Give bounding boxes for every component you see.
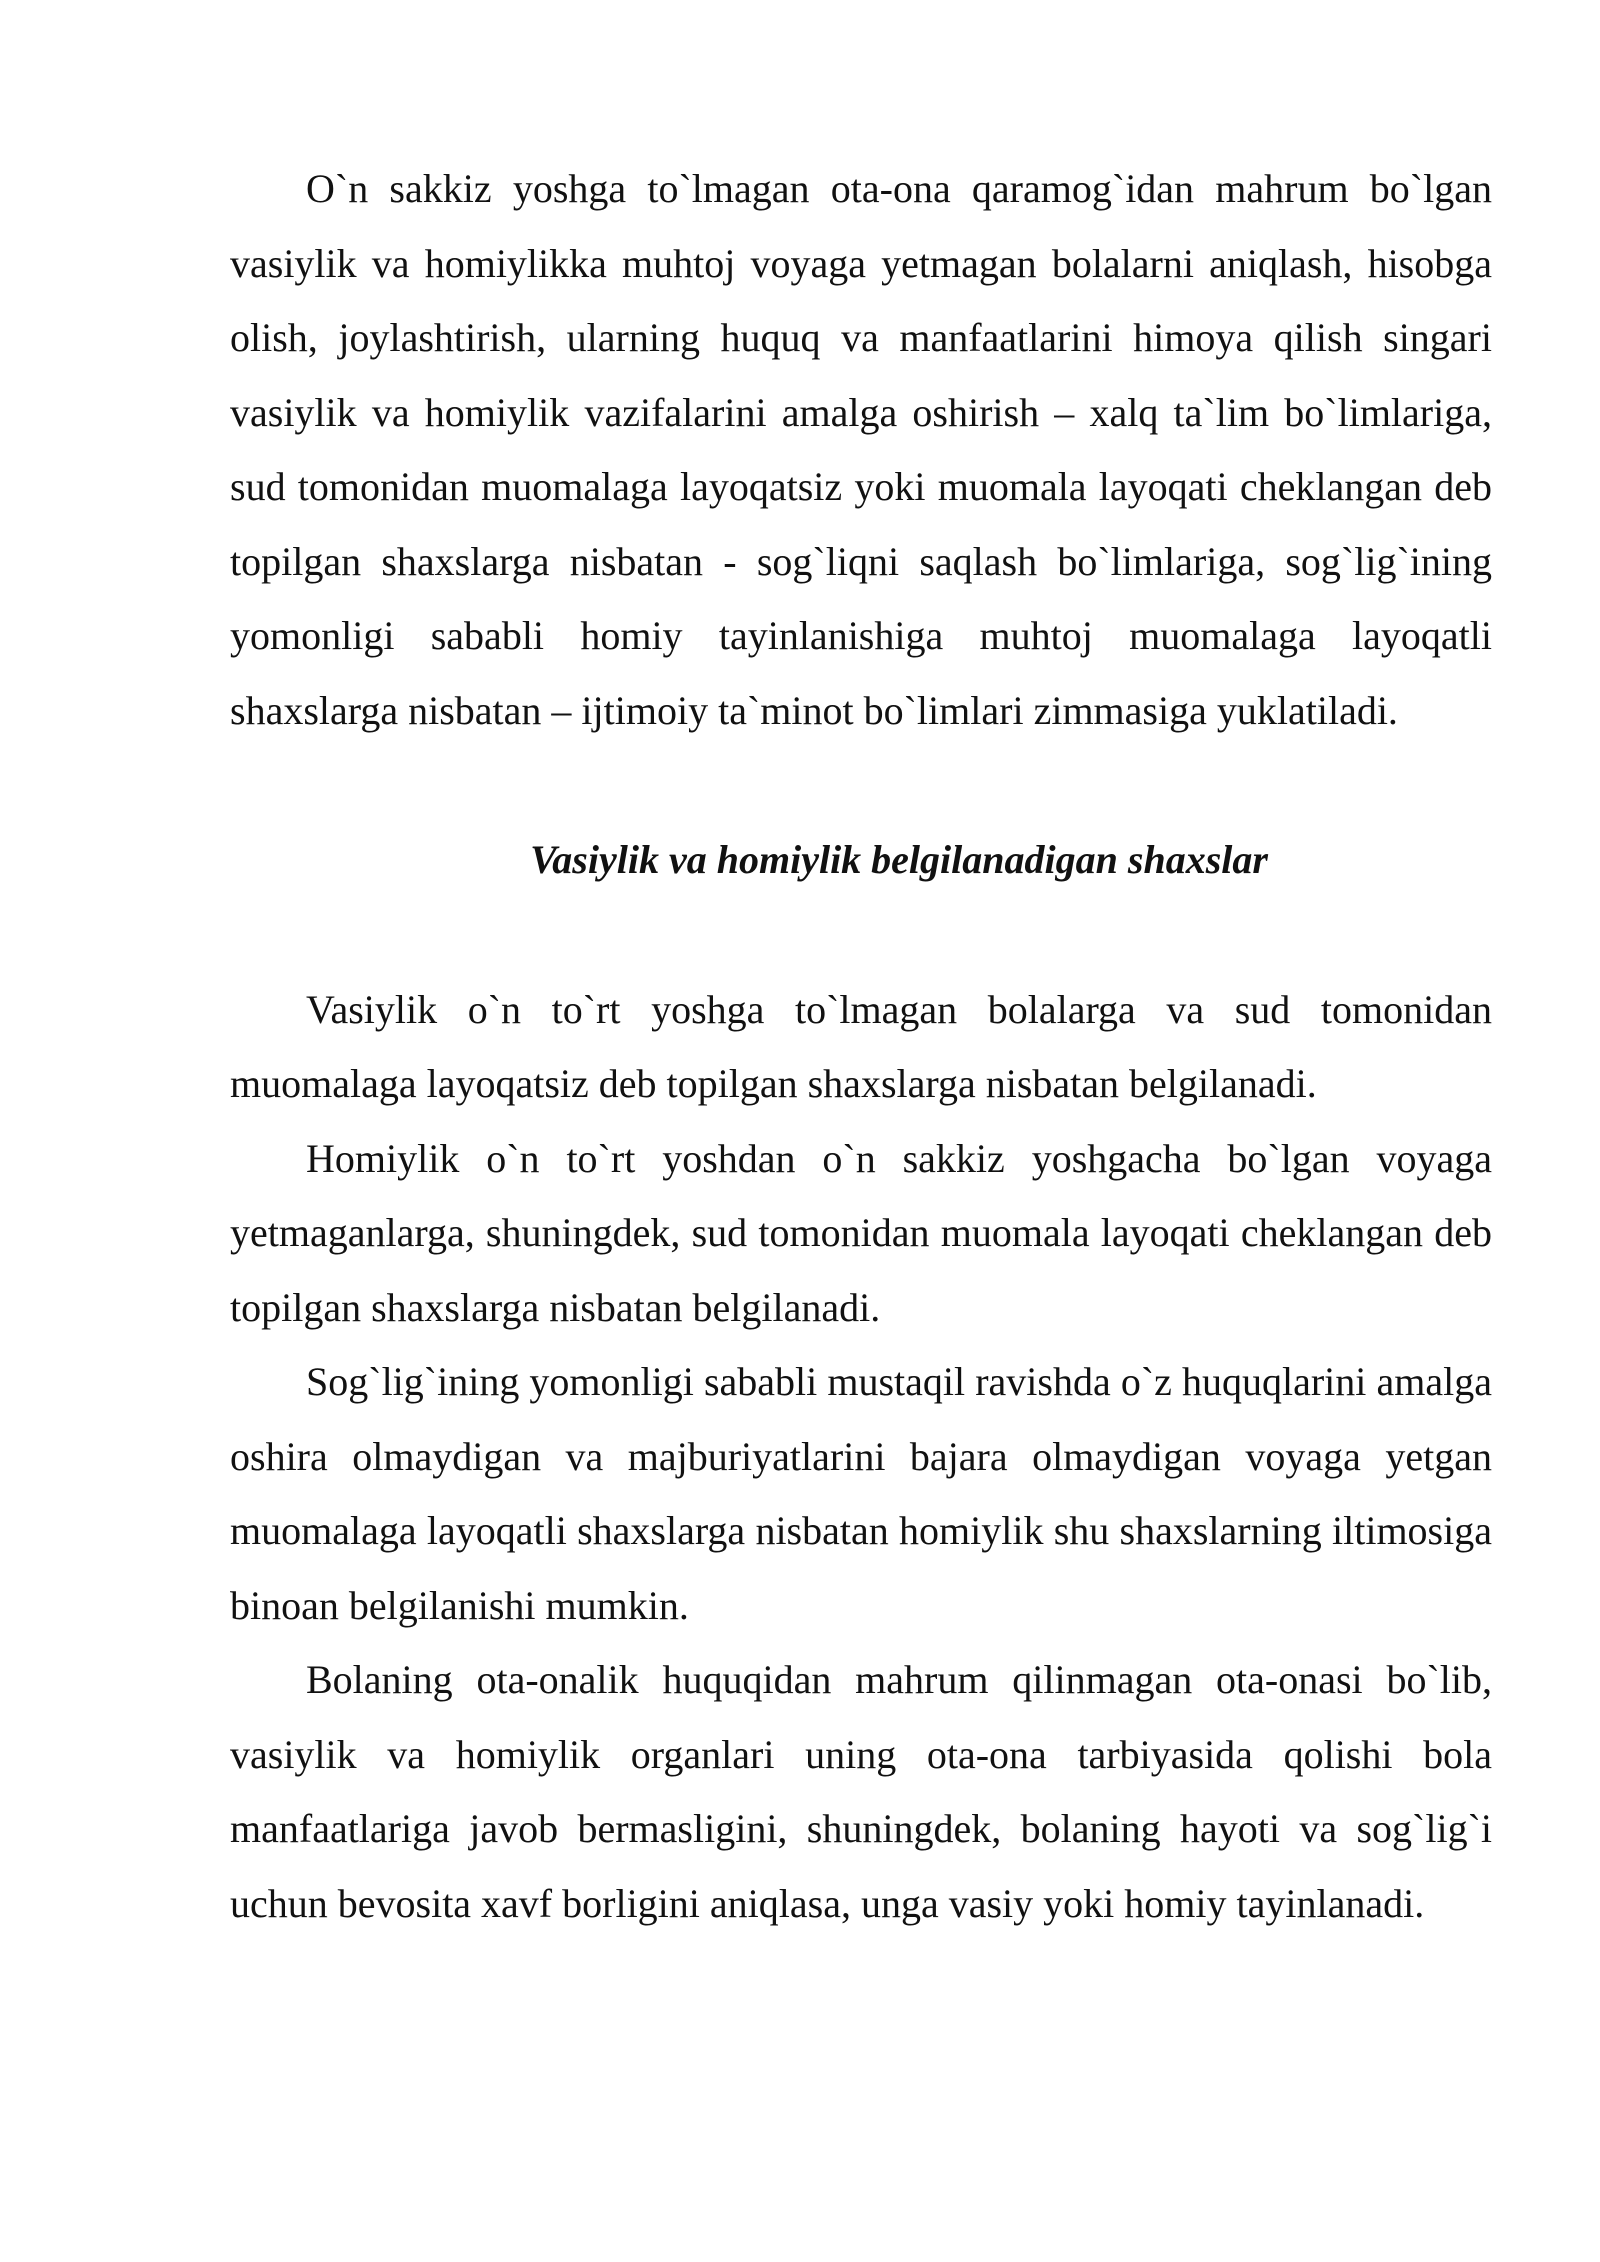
spacer (230, 748, 1492, 823)
paragraph-parental-rights: Bolaning ota-onalik huquqidan mahrum qilinmagan ota-onasi bo`lib, vasiylik va homiylik organlari uning ota-ona tarbiyasida qolishi bola manfaatlariga javob bermasligini, shuningdek, bolaning hayoti va sog`lig`i uchun bevosita xavf borligini aniqlasa, unga vasiy yoki homiy tayinlanadi. (230, 1657, 1492, 1926)
spacer (230, 898, 1492, 973)
paragraph-trusteeship: Homiylik o`n to`rt yoshdan o`n sakkiz yoshgacha bo`lgan voyaga yetmaganlarga, shuningdek, sud tomonidan muomala layoqati cheklangan deb topilgan shaxslarga nisbatan belgilanadi. (230, 1135, 1492, 1330)
paragraph-guardianship-duties: O`n sakkiz yoshga to`lmagan ota-ona qaramog`idan mahrum bo`lgan vasiylik va homiylikka muhtoj voyaga yetmagan bolalarni aniqlash, hisobga olish, joylashtirish, ularning huquq va manfaatlarini himoya qilish singari vasiylik va homiylik vazifalarini amalga oshirish – xalq ta`lim bo`limlariga, sud tomonidan muomalaga layoqatsiz yoki muomala layoqati cheklangan deb topilgan shaxslarga nisbatan - sog`liqni saqlash bo`limlariga, sog`lig`ining yomonligi sababli homiy tayinlanishiga muhtoj muomalaga layoqatli shaxslarga nisbatan – ijtimoiy ta`minot bo`limlari zimmasiga yuklatiladi. (230, 166, 1492, 733)
section-heading: Vasiylik va homiylik belgilanadigan shaxslar (530, 837, 1268, 882)
paragraph-guardianship: Vasiylik o`n to`rt yoshga to`lmagan bolalarga va sud tomonidan muomalaga layoqatsiz deb topilgan shaxslarga nisbatan belgilanadi. (230, 986, 1492, 1106)
document-body (230, 152, 1492, 1941)
paragraph-health-trusteeship: Sog`lig`ining yomonligi sababli mustaqil ravishda o`z huquqlarini amalga oshira olmaydigan va majburiyatlarini bajara olmaydigan voyaga yetgan muomalaga layoqatli shaxslarga nisbatan homiylik shu shaxslarning iltimosiga binoan belgilanishi mumkin. (230, 1359, 1492, 1628)
